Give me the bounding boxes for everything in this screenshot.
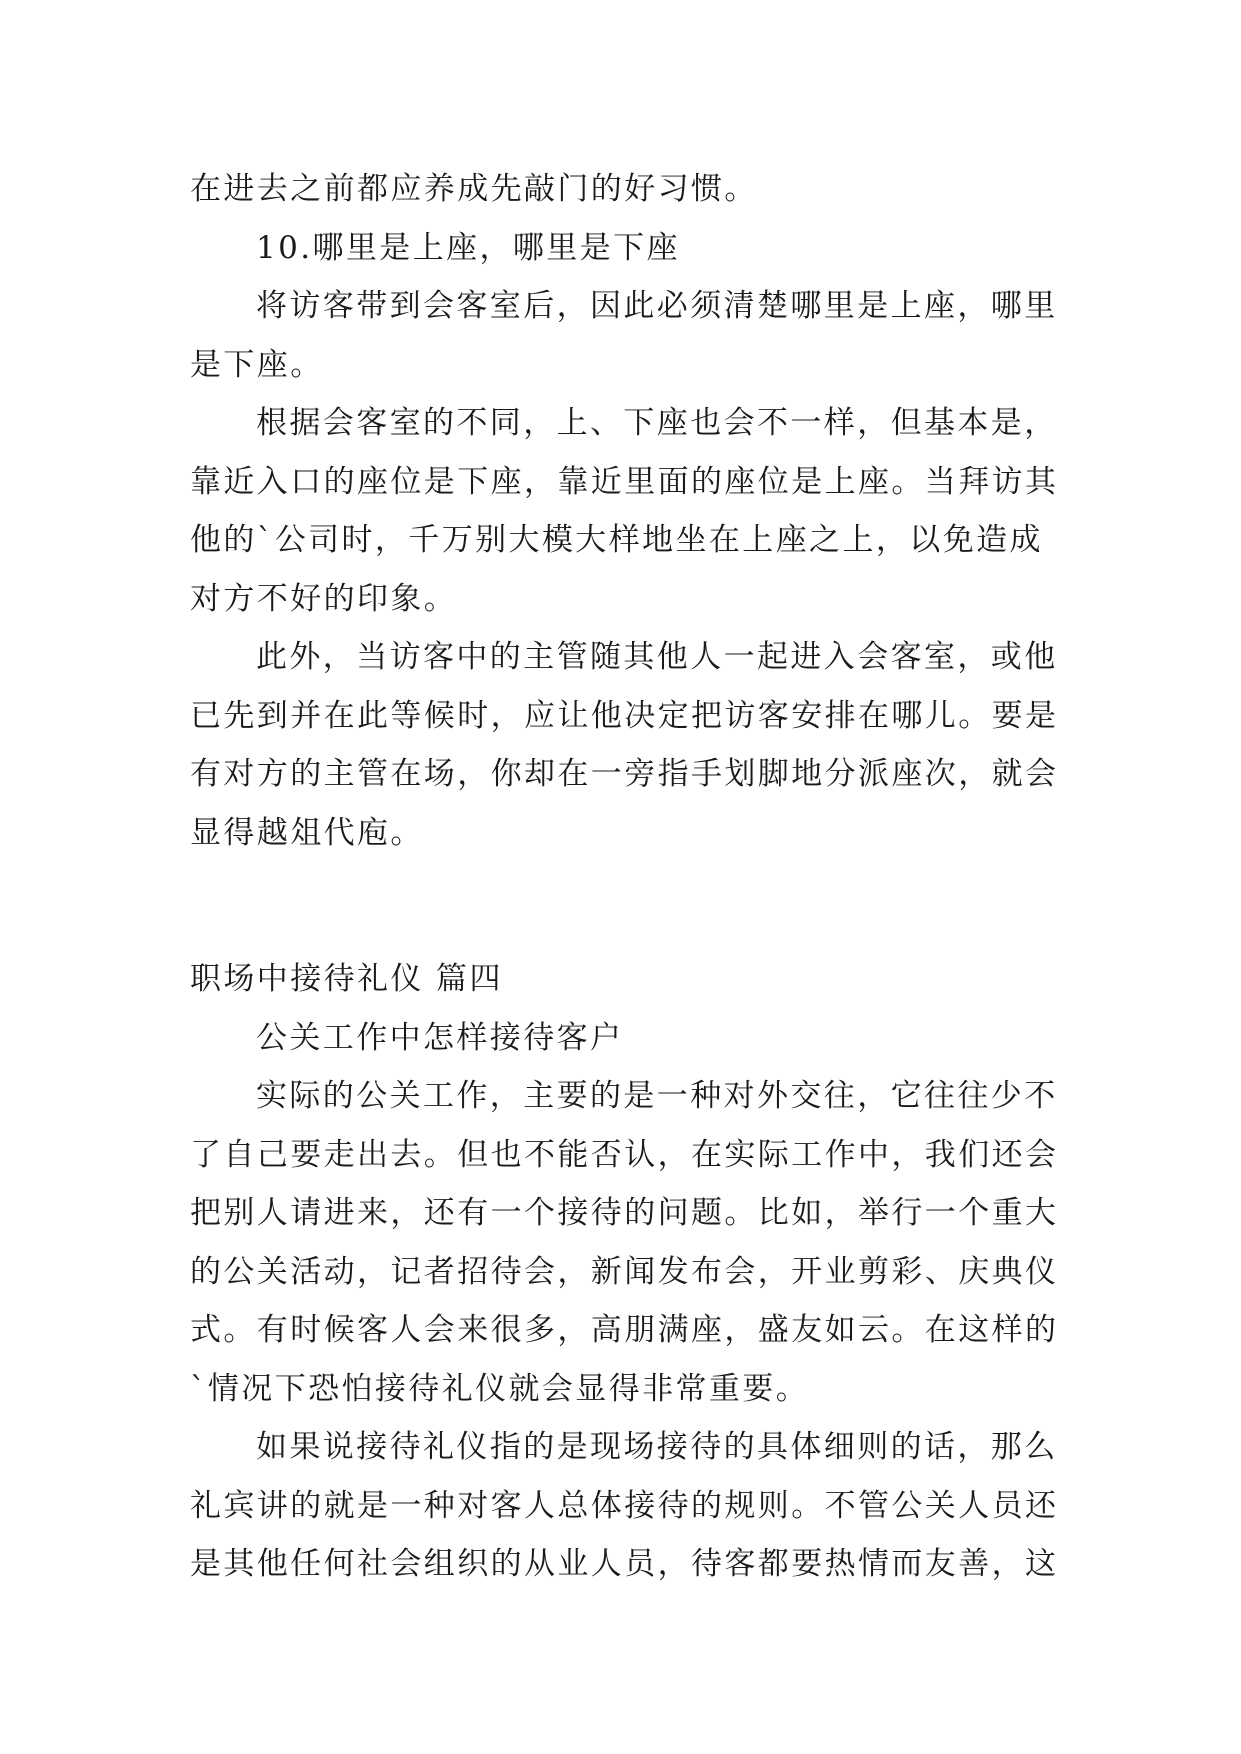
text-line: 将访客带到会客室后，因此必须清楚哪里是上座，哪里 <box>256 288 1058 324</box>
text-line: 根据会客室的不同，上、下座也会不一样，但基本是， <box>256 405 1058 441</box>
text-line: 如果说接待礼仪指的是现场接待的具体细则的话，那么 <box>256 1429 1058 1465</box>
text-line: 实际的公关工作，主要的是一种对外交往，它往往少不 <box>256 1078 1058 1114</box>
text-line: 式。有时候客人会来很多，高朋满座，盛友如云。在这样的 <box>190 1312 1059 1348</box>
text-line: 了自己要走出去。但也不能否认，在实际工作中，我们还会 <box>190 1136 1059 1173</box>
text-line: 对方不好的印象。 <box>190 580 458 617</box>
section-heading: 职场中接待礼仪 篇四 <box>190 961 503 997</box>
text-line: 的公关活动，记者招待会，新闻发布会，开业剪彩、庆典仪 <box>190 1253 1059 1290</box>
text-line: 是其他任何社会组织的从业人员，待客都要热情而友善，这 <box>190 1546 1059 1582</box>
text-line: 有对方的主管在场，你却在一旁指手划脚地分派座次，就会 <box>190 756 1059 792</box>
subsection-title: 公关工作中怎样接待客户 <box>256 1019 624 1056</box>
text-line: 已先到并在此等候时，应让他决定把访客安排在哪儿。要是 <box>190 697 1059 734</box>
text-line: 礼宾讲的就是一种对客人总体接待的规则。不管公关人员还 <box>190 1487 1059 1524</box>
text-line: `情况下恐怕接待礼仪就会显得非常重要。 <box>190 1370 810 1407</box>
text-line: 他的`公司时，千万别大模大样地坐在上座之上，以免造成 <box>190 522 1043 558</box>
text-line: 是下座。 <box>190 346 324 383</box>
text-line: 靠近入口的座位是下座，靠近里面的座位是上座。当拜访其 <box>190 463 1059 500</box>
text-line: 把别人请进来，还有一个接待的问题。比如，举行一个重大 <box>190 1195 1059 1231</box>
text-line: 此外，当访客中的主管随其他人一起进入会客室，或他 <box>256 639 1058 675</box>
text-line: 显得越俎代庖。 <box>190 814 424 851</box>
document-page <box>190 160 1060 1594</box>
subsection-title: 10.哪里是上座，哪里是下座 <box>256 229 680 266</box>
text-line: 在进去之前都应养成先敲门的好习惯。 <box>190 171 758 207</box>
section-gap <box>190 862 1060 950</box>
